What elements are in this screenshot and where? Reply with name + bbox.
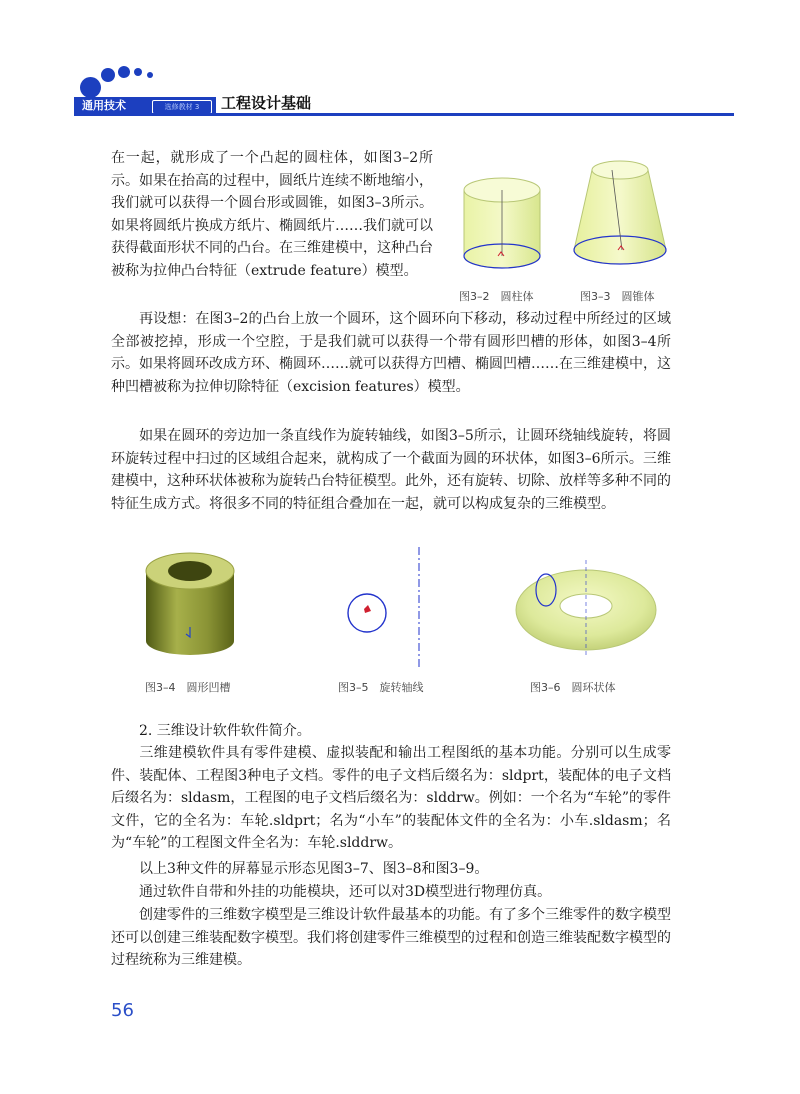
header-dot: [101, 68, 115, 82]
header-dot-large: [80, 77, 101, 98]
paragraph-2-text: 再设想：在图3–2的凸台上放一个圆环，这个圆环向下移动，移动过程中所经过的区域全部被挖掉，形成一个空腔，于是我们就可以获得一个带有圆形凹槽的形体，如图3–4所示。如果将圆环改成方环、椭圆环……就可以获得方凹槽、椭圆凹槽……在三维建模中，这种凹槽被称为拉伸切除特征（excision features）模型。: [111, 311, 671, 395]
figure-rotation-axis: [340, 545, 440, 669]
figure-torus: [506, 560, 666, 660]
section-heading: 2. 三维设计软件软件简介。: [139, 723, 311, 739]
figure-cylinder: [458, 172, 548, 276]
paragraph-5-text: 三维建模软件具有零件建模、虚拟装配和输出工程图纸的基本功能。分别可以生成零件、装配体、工程图3种电子文档。零件的电子文档后缀名为：sldprt，装配体的电子文档后缀名为：sldasm，工程图的电子文档后缀名为：slddrw。例如：一个名为“车轮”的零件文件，它的全名为：车轮.sldprt；名为“小车”的装配体文件的全名为：小车.sldasm；名为“车轮”的工程图文件全名为：车轮.slddrw。: [111, 745, 672, 852]
caption-fig3-5: 图3–5 旋转轴线: [338, 681, 424, 694]
chapter-title: 工程设计基础: [221, 94, 312, 112]
caption-fig3-2: 图3–2 圆柱体: [459, 290, 534, 303]
header-rule: [74, 113, 734, 116]
paragraph-6: 以上3种文件的屏幕显示形态见图3–7、图3–8和图3–9。: [139, 861, 489, 877]
paragraph-2: [111, 308, 671, 398]
caption-fig3-4: 图3–4 圆形凹槽: [145, 681, 231, 694]
header-dot: [134, 68, 142, 76]
header-dot: [118, 66, 130, 78]
figure-hollow-cylinder: [140, 545, 240, 665]
paragraph-7: 通过软件自带和外挂的功能模块，还可以对3D模型进行物理仿真。: [139, 884, 552, 900]
paragraph-5: [111, 742, 671, 855]
paragraph-8: [111, 904, 671, 972]
series-subtitle: 选修教材 3: [152, 100, 212, 114]
caption-fig3-3: 图3–3 圆锥体: [580, 290, 655, 303]
paragraph-8-text: 创建零件的三维数字模型是三维设计软件最基本的功能。有了多个三维零件的数字模型还可以创建三维装配数字模型。我们将创建零件三维模型的过程和创造三维装配数字模型的过程统称为三维建模。: [111, 907, 671, 969]
series-name: 通用技术: [82, 99, 126, 112]
paragraph-1: 在一起，就形成了一个凸起的圆柱体，如图3–2所示。如果在抬高的过程中，圆纸片连续不断地缩小，我们就可以获得一个圆台形或圆锥，如图3–3所示。如果将圆纸片换成方纸片、椭圆纸片……我们就可以获得截面形状不同的凸台。在三维建模中，这种凸台被称为拉伸凸台特征（extrude feature）模型。: [111, 150, 433, 279]
figure-frustum: [570, 156, 670, 276]
page-number: 56: [111, 1000, 134, 1021]
paragraph-3-text: 如果在圆环的旁边加一条直线作为旋转轴线，如图3–5所示，让圆环绕轴线旋转，将圆环旋转过程中扫过的区域组合起来，就构成了一个截面为圆的环状体，如图3–6所示。三维建模中，这种环状体被称为旋转凸台特征模型。此外，还有旋转、切除、放样等多种不同的特征生成方式。将很多不同的特征组合叠加在一起，就可以构成复杂的三维模型。: [111, 428, 671, 512]
paragraph-3: [111, 425, 671, 515]
header-dot-small: [147, 72, 153, 78]
caption-fig3-6: 图3–6 圆环状体: [530, 681, 616, 694]
